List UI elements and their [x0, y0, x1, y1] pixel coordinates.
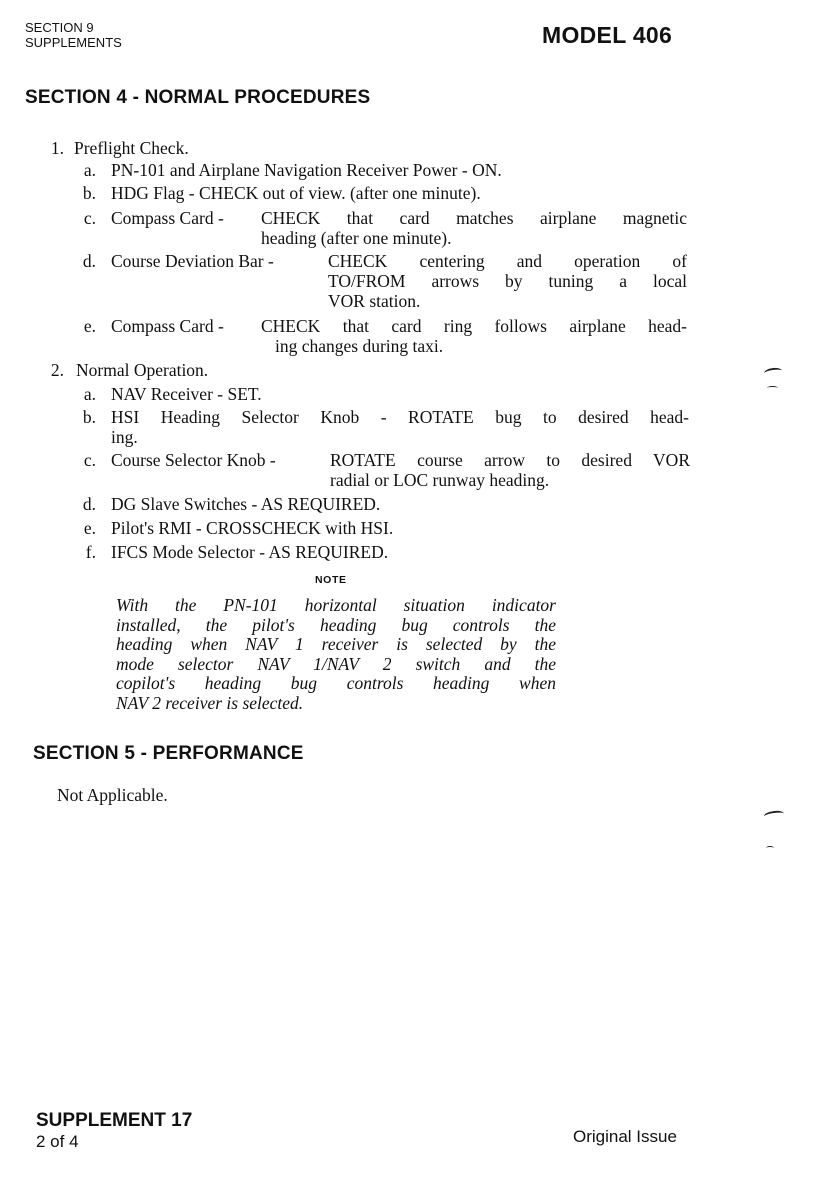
margin-mark — [764, 810, 785, 821]
section4-title: SECTION 4 - NORMAL PROCEDURES — [25, 87, 371, 108]
note-line: copilot's heading bug controls heading when — [116, 673, 556, 693]
section5-title: SECTION 5 - PERFORMANCE — [33, 743, 304, 764]
item2b-letter: b. — [82, 407, 96, 427]
footer-issue: Original Issue — [573, 1127, 677, 1146]
item1e-line1: CHECK that card ring follows airplane head- — [261, 316, 687, 336]
item2a-text: NAV Receiver - SET. — [111, 384, 262, 404]
item2-number: 2. — [50, 360, 64, 380]
item1d-label: Course Deviation Bar - — [111, 251, 274, 271]
item1d-line3: VOR station. — [328, 291, 421, 311]
item1c-label: Compass Card - — [111, 208, 224, 228]
note-line: installed, the pilot's heading bug controls the — [116, 614, 556, 635]
item1b-text: HDG Flag - CHECK out of view. (after one minute). — [111, 183, 481, 203]
header-supplements-label: SUPPLEMENTS — [25, 35, 122, 50]
item2a-letter: a. — [83, 384, 96, 404]
footer-supplement: SUPPLEMENT 17 — [36, 1110, 193, 1131]
item2b-line2: ing. — [111, 427, 138, 447]
item2d-text: DG Slave Switches - AS REQUIRED. — [111, 494, 381, 514]
item1-title: Preflight Check. — [74, 138, 189, 158]
note-title: NOTE — [315, 574, 347, 586]
item1c-line2: heading (after one minute). — [261, 228, 452, 248]
item2c-line2: radial or LOC runway heading. — [330, 470, 550, 490]
item2-title: Normal Operation. — [76, 360, 209, 380]
item1d-letter: d. — [82, 251, 96, 271]
header-model: MODEL 406 — [542, 22, 673, 48]
note-body — [116, 596, 556, 713]
section5-text: Not Applicable. — [57, 785, 168, 805]
item1c-letter: c. — [83, 208, 96, 228]
note-line: mode selector NAV 1/NAV 2 switch and the — [116, 653, 556, 674]
margin-mark — [764, 367, 783, 377]
item2f-text: IFCS Mode Selector - AS REQUIRED. — [111, 542, 389, 562]
footer-page-number: 2 of 4 — [36, 1132, 79, 1151]
item1e-letter: e. — [83, 316, 96, 336]
item1e-line2: ing changes during taxi. — [275, 336, 444, 356]
item1d-line1: CHECK centering and operation of — [328, 251, 687, 271]
margin-mark — [767, 386, 778, 390]
header-section-label: SECTION 9 — [25, 20, 94, 35]
item2f-letter: f. — [85, 542, 96, 562]
item1d-line2: TO/FROM arrows by tuning a local — [328, 271, 687, 291]
margin-mark — [766, 846, 774, 850]
item1e-label: Compass Card - — [111, 316, 224, 336]
item1b-letter: b. — [82, 183, 96, 203]
item2e-text: Pilot's RMI - CROSSCHECK with HSI. — [111, 518, 394, 538]
note-line: NAV 2 receiver is selected. — [116, 692, 304, 713]
item2e-letter: e. — [83, 518, 96, 538]
item2d-letter: d. — [82, 494, 96, 514]
item2c-letter: c. — [83, 450, 96, 470]
item1a-letter: a. — [83, 160, 96, 180]
item2c-label: Course Selector Knob - — [111, 450, 276, 470]
item2b-line1: HSI Heading Selector Knob - ROTATE bug to desired head- — [111, 407, 689, 427]
item1c-line1: CHECK that card matches airplane magnetic — [261, 208, 687, 228]
note-line: heading when NAV 1 receiver is selected by the — [116, 634, 556, 654]
item1-number: 1. — [50, 138, 64, 158]
note-line: With the PN-101 horizontal situation indicator — [116, 595, 556, 615]
item1a-text: PN-101 and Airplane Navigation Receiver Power - ON. — [111, 160, 502, 180]
item2c-line1: ROTATE course arrow to desired VOR — [330, 450, 690, 470]
